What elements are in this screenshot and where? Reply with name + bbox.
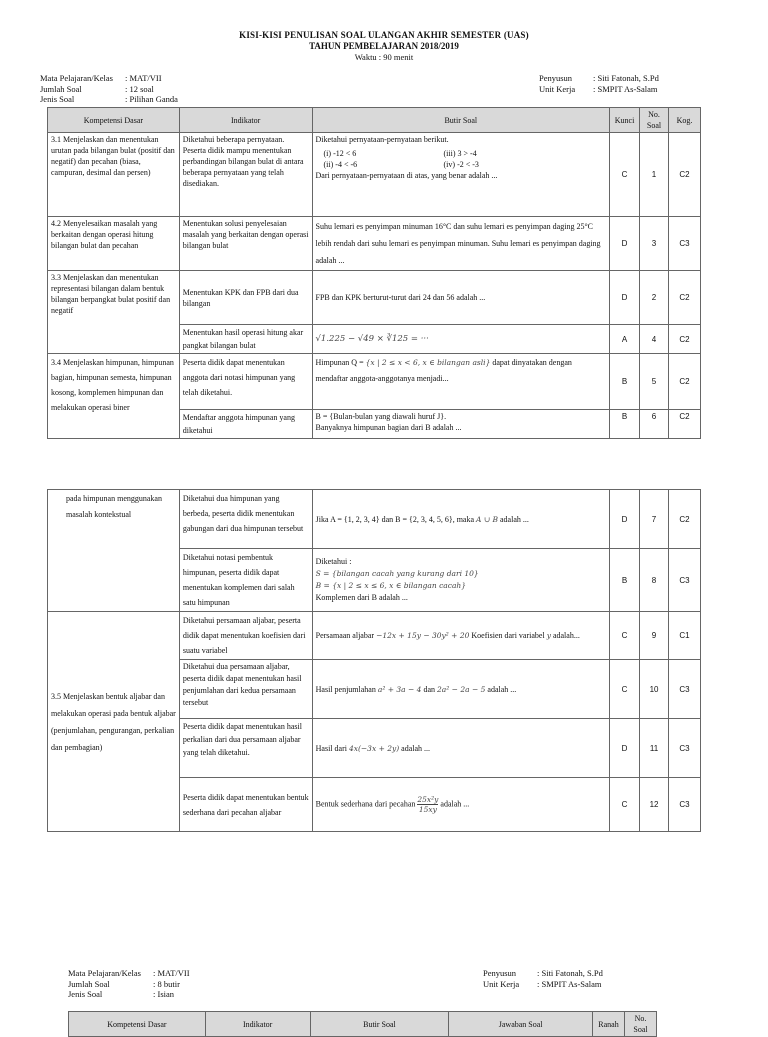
grid-table-pilihan-ganda	[47, 107, 701, 439]
soal-text: Komplemen dari B adalah ...	[315, 593, 408, 602]
kog-cell: C3	[669, 549, 701, 612]
root-expression: √1.225 − √49 × ∛125 = ···	[315, 334, 429, 344]
set-notation: {x | 2 ≤ x < 6, x ∈ bilangan asli}	[365, 358, 491, 367]
kd-cell: pada himpunan menggunakan masalah kontekstual	[48, 490, 180, 612]
no-soal-cell: 7	[640, 490, 669, 549]
kunci-cell: B	[610, 549, 640, 612]
header-indikator: Indikator	[179, 108, 312, 133]
soal-intro: Diketahui pernyataan-pernyataan berikut.	[315, 135, 449, 144]
soal-text: Koefisien dari variabel	[471, 631, 545, 640]
no-soal-cell: 3	[640, 217, 669, 271]
question-type-label: Jenis Soal	[68, 989, 103, 999]
soal-text: B = {Bulan-bulan yang diawali huruf J}.	[315, 412, 447, 421]
indikator-cell: Menentukan hasil operasi hitung akar pangkat bilangan bulat	[179, 325, 312, 354]
kunci-cell: C	[610, 133, 640, 217]
meta-right-1	[539, 73, 659, 94]
no-soal-cell: 5	[640, 354, 669, 410]
fraction-denominator: 15xy	[418, 805, 437, 814]
algebra-expression: 4x(−3x + 2y)	[348, 743, 400, 753]
soal-cell	[312, 778, 609, 832]
soal-text: Diketahui :	[315, 557, 352, 566]
soal-cell	[312, 719, 609, 778]
indikator-cell: Diketahui persamaan aljabar, peserta didik dapat menentukan koefisien dari suatu variabel	[179, 612, 312, 660]
unit-label: Unit Kerja	[539, 83, 576, 94]
soal-cell	[312, 549, 609, 612]
kd-cell: 3.4 Menjelaskan himpunan, himpunan bagian, himpunan semesta, himpunan kosong, komplemen himpunan dan melakukan operasi biner	[48, 354, 180, 439]
algebra-expression-2: 2a² − 2a − 5	[437, 684, 486, 694]
subject-label: Mata Pelajaran/Kelas	[40, 73, 113, 83]
meta-left-2	[68, 968, 190, 1000]
soal-text: Banyaknya himpunan bagian dari B adalah ...	[315, 423, 462, 432]
table-row	[48, 490, 701, 549]
indikator-cell: Menentukan KPK dan FPB dari dua bilangan	[179, 271, 312, 325]
soal-text: adalah ...	[487, 684, 517, 694]
statement-i: (i) -12 < 6	[323, 149, 357, 158]
kunci-cell: D	[610, 719, 640, 778]
no-soal-cell: 6	[640, 410, 669, 439]
header-ranah: Ranah	[593, 1012, 625, 1037]
kd-cell: 3.3 Menjelaskan dan menentukan representasi bilangan dalam bentuk bilangan berpangkat bulat positif dan negatif	[48, 271, 180, 354]
no-soal-cell: 1	[640, 133, 669, 217]
table-row	[48, 612, 701, 660]
indikator-cell: Peserta didik dapat menentukan hasil perkalian dari dua persamaan aljabar yang telah diketahui.	[179, 719, 312, 778]
kunci-cell: C	[610, 612, 640, 660]
soal-text: adalah ...	[500, 514, 529, 524]
header-indikator: Indikator	[205, 1012, 310, 1037]
kog-cell: C1	[669, 612, 701, 660]
unit-value: : SMPIT As-Salam	[593, 83, 658, 94]
question-count-value: : 8 butir	[153, 978, 180, 989]
kunci-cell: D	[610, 490, 640, 549]
indikator-cell: Diketahui notasi pembentuk himpunan, peserta didik dapat menentukan komplemen dari salah satu himpunan	[179, 549, 312, 612]
kog-cell: C3	[669, 778, 701, 832]
header-jawaban-soal: Jawaban Soal	[449, 1012, 593, 1037]
statement-iii: (iii) 3 > -4	[443, 149, 477, 158]
algebra-expression: −12x + 15y − 30y² + 20	[376, 631, 470, 640]
unit-label: Unit Kerja	[483, 978, 520, 989]
soal-text: Hasil penjumlahan	[315, 684, 376, 694]
indikator-cell: Peserta didik dapat menentukan anggota dari notasi himpunan yang telah diketahui.	[179, 354, 312, 410]
soal-text: Persamaan aljabar	[315, 631, 375, 640]
soal-cell	[312, 325, 610, 354]
soal-cell	[312, 660, 609, 719]
question-type-label: Jenis Soal	[40, 94, 75, 104]
set-b-notation: B = {x | 2 ≤ x ≤ 6, x ∈ bilangan cacah}	[315, 581, 467, 590]
soal-text: Bentuk sederhana dari pecahan	[315, 799, 416, 809]
kunci-cell: C	[610, 660, 640, 719]
kog-cell: C3	[669, 719, 701, 778]
algebraic-fraction	[417, 795, 438, 814]
header-butir-soal: Butir Soal	[312, 108, 610, 133]
kog-cell: C2	[669, 133, 701, 217]
statement-ii: (ii) -4 < -6	[323, 160, 358, 169]
indikator-cell: Mendaftar anggota himpunan yang diketahui	[179, 410, 312, 439]
soal-text: adalah ...	[401, 743, 431, 753]
kunci-cell: B	[610, 410, 640, 439]
table-row	[48, 271, 701, 325]
algebra-expression-1: a² + 3a − 4	[377, 684, 422, 694]
kog-cell: C2	[669, 490, 701, 549]
kunci-cell: A	[610, 325, 640, 354]
kog-cell: C2	[669, 354, 701, 410]
header-butir-soal: Butir Soal	[310, 1012, 449, 1037]
header-kunci: Kunci	[610, 108, 640, 133]
soal-cell	[312, 354, 610, 410]
header-no-soal: No. Soal	[625, 1012, 657, 1037]
kd-cell: 3.1 Menjelaskan dan menentukan urutan pada bilangan bulat (positif dan negatif) dan pecahan (biasa, campuran, desimal dan persen)	[48, 133, 180, 217]
no-soal-cell: 12	[640, 778, 669, 832]
document-title: KISI-KISI PENULISAN SOAL ULANGAN AKHIR SEMESTER (UAS)	[239, 30, 529, 40]
fraction-numerator: 25x²y	[417, 795, 439, 804]
union-expression: A ∪ B	[476, 514, 498, 524]
author-label: Penyusun	[483, 968, 517, 978]
kunci-cell: B	[610, 354, 640, 410]
document-subtitle: TAHUN PEMBELAJARAN 2018/2019	[309, 41, 459, 51]
soal-text: dapat dinyatakan dengan mendaftar anggota-anggotanya menjadi...	[315, 358, 572, 383]
soal-cell	[312, 133, 610, 217]
set-s-notation: S = {bilangan cacah yang kurang dari 10}	[315, 569, 479, 578]
soal-cell	[312, 612, 609, 660]
no-soal-cell: 10	[640, 660, 669, 719]
header-no-soal: No. Soal	[640, 108, 669, 133]
header-kompetensi: Kompetensi Dasar	[69, 1012, 206, 1037]
table-row	[48, 354, 701, 410]
indikator-cell: Diketahui dua himpunan yang berbeda, peserta didik menentukan gabungan dari dua himpunan tersebut	[179, 490, 312, 549]
question-type-value: : Pilihan Ganda	[125, 94, 178, 104]
kog-cell: C2	[669, 325, 701, 354]
kunci-cell: D	[610, 271, 640, 325]
soal-text: Hasil dari	[315, 743, 347, 753]
question-count-value: : 12 soal	[125, 83, 154, 94]
indikator-cell: Diketahui dua persamaan aljabar, peserta didik dapat menentukan hasil penjumlahan dari kedua persamaan tersebut	[179, 660, 312, 719]
no-soal-cell: 2	[640, 271, 669, 325]
meta-right-2	[483, 968, 603, 989]
grid-table-continued	[47, 489, 701, 832]
question-count-label: Jumlah Soal	[40, 83, 82, 94]
kog-cell: C2	[669, 410, 701, 439]
indikator-cell: Diketahui beberapa pernyataan. Peserta didik mampu menentukan perbandingan bilangan bulat di antara beberapa pernyataan yang telah disediakan.	[179, 133, 312, 217]
soal-text: Jika A = {1, 2, 3, 4} dan B = {2, 3, 4, 5, 6}, maka	[315, 514, 475, 524]
subject-value: : MAT/VII	[125, 73, 162, 83]
kog-cell: C3	[669, 660, 701, 719]
table-row	[48, 217, 701, 271]
subject-value: : MAT/VII	[153, 968, 190, 978]
indikator-cell: Peserta didik dapat menentukan bentuk sederhana dari pecahan aljabar	[179, 778, 312, 832]
no-soal-cell: 11	[640, 719, 669, 778]
soal-cell	[312, 410, 610, 439]
kunci-cell: D	[610, 217, 640, 271]
unit-value: : SMPIT As-Salam	[537, 978, 602, 989]
no-soal-cell: 9	[640, 612, 669, 660]
soal-cell: FPB dan KPK berturut-turut dari 24 dan 56 adalah ...	[312, 271, 610, 325]
soal-question: Dari pernyataan-pernyataan di atas, yang benar adalah ...	[315, 171, 498, 180]
kog-cell: C3	[669, 217, 701, 271]
table-row	[48, 133, 701, 217]
question-type-value: : Isian	[153, 989, 175, 999]
soal-text: dan	[423, 684, 436, 694]
author-value: : Siti Fatonah, S.Pd	[593, 73, 659, 83]
kog-cell: C2	[669, 271, 701, 325]
variable-y: y	[546, 631, 551, 640]
soal-text: Himpunan Q =	[315, 358, 364, 367]
subject-label: Mata Pelajaran/Kelas	[68, 968, 141, 978]
no-soal-cell: 4	[640, 325, 669, 354]
soal-cell: Suhu lemari es penyimpan minuman 16°C dan suhu lemari es penyimpan daging 25°C lebih rendah dari suhu lemari es penyimpan minuman. Suhu lemari es penyimpan daging adalah ...	[312, 217, 610, 271]
kd-cell: 4.2 Menyelesaikan masalah yang berkaitan dengan operasi hitung bilangan bulat dan pecahan	[48, 217, 180, 271]
author-label: Penyusun	[539, 73, 573, 83]
soal-text: adalah...	[552, 631, 580, 640]
soal-text: adalah ...	[440, 799, 470, 809]
statement-iv: (iv) -2 < -3	[443, 160, 479, 169]
author-value: : Siti Fatonah, S.Pd	[537, 968, 603, 978]
kd-cell: 3.5 Menjelaskan bentuk aljabar dan melakukan operasi pada bentuk aljabar (penjumlahan, pengurangan, perkalian dan pembagian)	[48, 612, 180, 832]
meta-left-1	[40, 73, 178, 105]
soal-cell	[312, 490, 609, 549]
time-allotment: Waktu : 90 menit	[354, 52, 414, 62]
grid-table-isian	[68, 1011, 657, 1037]
header-kog: Kog.	[669, 108, 701, 133]
question-count-label: Jumlah Soal	[68, 978, 110, 989]
indikator-cell: Menentukan solusi penyelesaian masalah yang berkaitan dengan operasi bilangan bulat	[179, 217, 312, 271]
header-kompetensi: Kompetensi Dasar	[48, 108, 180, 133]
no-soal-cell: 8	[640, 549, 669, 612]
kunci-cell: C	[610, 778, 640, 832]
